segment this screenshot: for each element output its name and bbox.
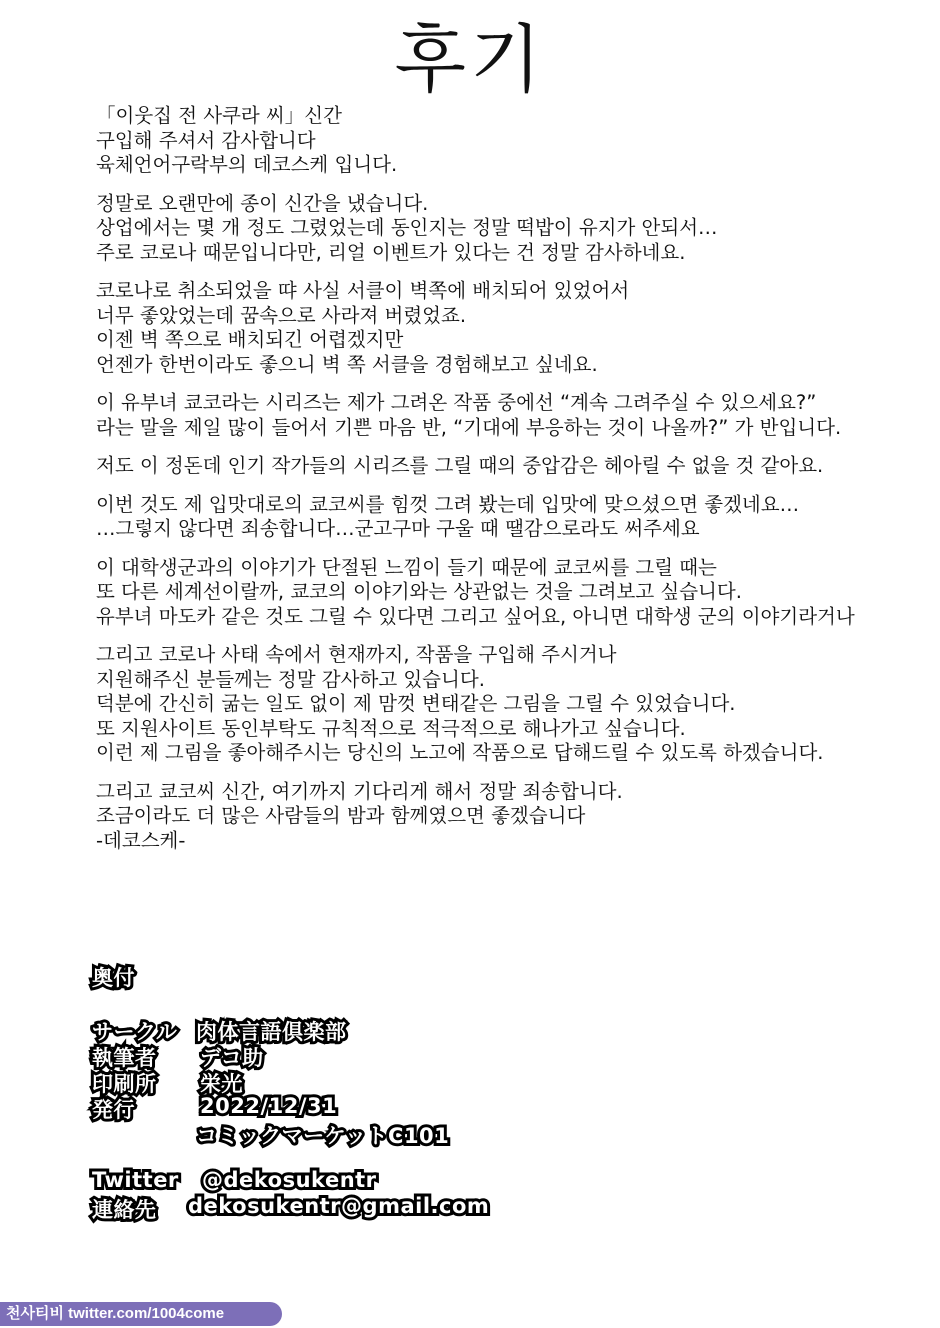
paragraph-2 [96,192,856,266]
text-line: 코로나로 취소되었을 땨 사실 서클이 벽쪽에 배치되어 있었어서 [96,279,630,302]
paragraph-4 [96,391,856,440]
paragraph-8 [96,643,856,766]
issue-event: コミックマーケットC101 [196,1124,450,1148]
contact-email: dekosukentr@gmail.com [188,1194,490,1218]
paragraph-9 [96,780,856,854]
text-line: 그리고 코로나 사태 속에서 현재까지, 작품을 구입해 주시거나 [96,643,617,666]
text-line: …그렇지 않다면 죄송합니다…군고구마 구울 때 땔감으로라도 써주세요 [96,517,700,540]
text-line: 조금이라도 더 많은 사람들의 밤과 함께였으면 좋겠습니다 [96,804,586,827]
text-line: 이젠 벽 쪽으로 배치되긴 어렵겠지만 [96,328,404,351]
paragraph-1 [96,104,856,178]
twitter-label: Twitter [92,1168,179,1192]
text-line: 너무 좋았었는데 꿈속으로 사라져 버렸었죠. [96,303,467,327]
text-line: 또 다른 세계선이랄까, 쿄코의 이야기와는 상관없는 것을 그려보고 싶습니다. [96,580,742,603]
author-label: 執筆者 [92,1046,157,1070]
text-line: 저도 이 정돈데 인기 작가들의 시리즈를 그릴 때의 중압감은 헤아릴 수 없을 것 같아요. [96,454,824,477]
circle-label: サークル [92,1020,178,1044]
page-title: 후기 [394,17,546,103]
text-line: 지원해주신 분들께는 정말 감사하고 있습니다. [96,667,485,691]
printer-label: 印刷所 [92,1072,157,1096]
afterword-body [96,104,856,867]
paragraph-3 [96,279,856,377]
text-line: 육체언어구락부의 데코스케 입니다. [96,153,398,176]
paragraph-6 [96,493,856,542]
text-line: 「이웃집 전 사쿠라 씨」신간 [96,104,342,127]
text-line: 이런 제 그림을 좋아해주시는 당신의 노고에 작품으로 답해드릴 수 있도록 하겠습니다. [96,741,824,764]
twitter-handle: @dekosukentr [202,1168,377,1192]
text-line: 유부녀 마도카 같은 것도 그릴 수 있다면 그리고 싶어요, 아니면 대학생 군의 이야기라거나 [96,604,855,628]
text-line: 구입해 주셔서 감사합니다 [96,128,316,152]
issue-label: 発行 [92,1098,135,1122]
text-line: 라는 말을 제일 많이 들어서 기쁜 마음 반, “기대에 부응하는 것이 나올까?” 가 반입니다. [96,415,842,439]
text-line: -데코스케- [96,828,186,852]
issue-date: 2022/12/31 [200,1094,338,1118]
watermark-banner: 천사티비 twitter.com/1004come [0,1302,282,1326]
text-line: 상업에서는 몇 개 정도 그렸었는데 동인지는 정말 떡밥이 유지가 안되서… [96,216,718,239]
colophon-heading: 奥付 [92,966,135,990]
text-line: 덕분에 간신히 굶는 일도 없이 제 맘껏 변태같은 그림을 그릴 수 있었습니다. [96,692,736,715]
author-value: デコ助 [200,1046,264,1070]
paragraph-5 [96,454,856,479]
text-line: 그리고 쿄코씨 신간, 여기까지 기다리게 해서 정말 죄송합니다. [96,779,623,803]
paragraph-7 [96,556,856,630]
circle-value: 肉体言語倶楽部 [196,1020,347,1044]
printer-value: 栄光 [200,1072,243,1096]
contact-label: 連絡先 [92,1198,157,1222]
text-line: 이 유부녀 쿄코라는 시리즈는 제가 그려온 작품 중에선 “계속 그려주실 수 있으세요?” [96,391,817,414]
text-line: 주로 코로나 때문입니다만, 리얼 이벤트가 있다는 건 정말 감사하네요. [96,240,686,264]
text-line: 또 지원사이트 동인부탁도 규칙적으로 적극적으로 해나가고 싶습니다. [96,716,686,740]
text-line: 이번 것도 제 입맛대로의 쿄코씨를 힘껏 그려 봤는데 입맛에 맞으셨으면 좋겠네요… [96,492,800,516]
text-line: 정말로 오랜만에 종이 신간을 냈습니다. [96,191,429,215]
text-line: 언젠가 한번이라도 좋으니 벽 쪽 서클을 경험해보고 싶네요. [96,352,598,376]
text-line: 이 대학생군과의 이야기가 단절된 느낌이 들기 때문에 쿄코씨를 그릴 때는 [96,555,717,579]
